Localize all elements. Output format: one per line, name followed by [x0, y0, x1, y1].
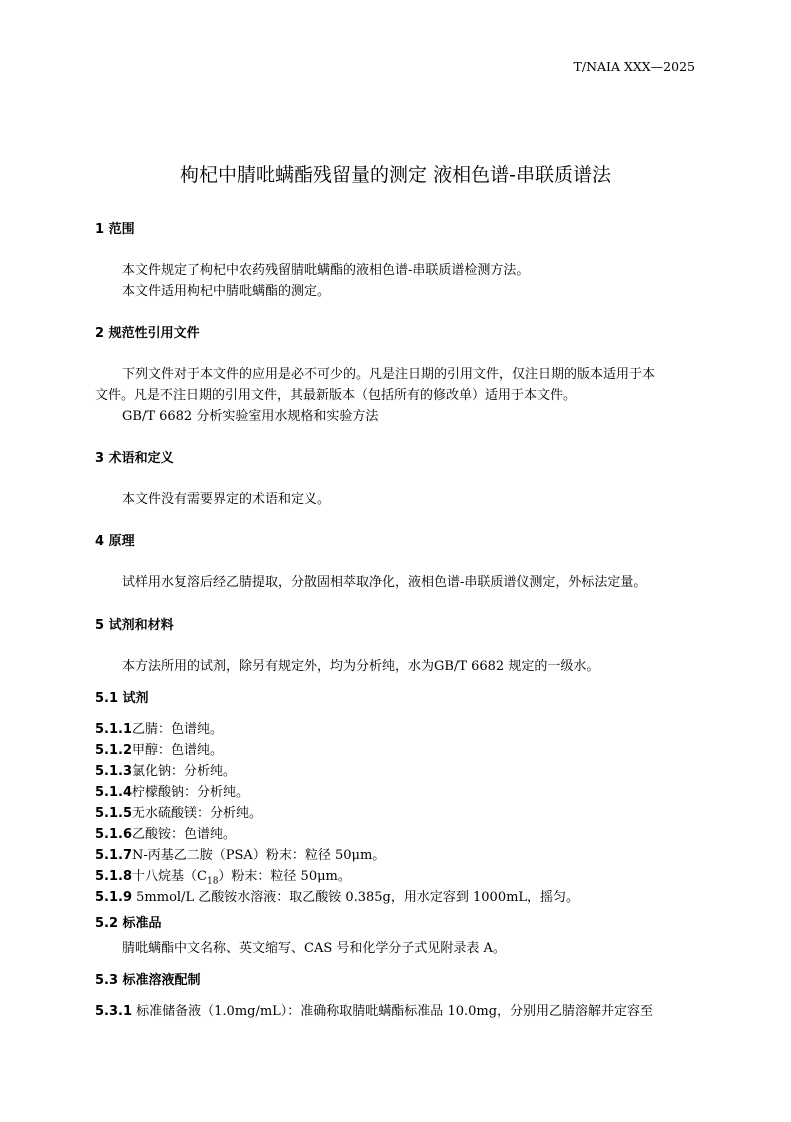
- reagent-text: N-丙基乙二胺（PSA）粉末：粒径 50μm。: [132, 848, 386, 863]
- reagent-number: 5.1.2: [95, 743, 133, 758]
- reagent-text: 乙酸铵：色谱纯。: [132, 827, 237, 842]
- reagent-item: [95, 802, 262, 821]
- section-5-3-heading: 5.3 标准溶液配制: [95, 973, 201, 988]
- reagent-item: [95, 865, 351, 887]
- reagent-item: [95, 718, 223, 737]
- section-2-paragraph-1-line-1: 下列文件对于本文件的应用是必不可少的。凡是注日期的引用文件，仅注日期的版本适用于本: [122, 367, 656, 382]
- reagent-number: 5.1.8: [95, 869, 133, 884]
- document-code: T/NAIA XXX—2025: [573, 59, 695, 74]
- reagent-number: 5.1.1: [95, 722, 133, 737]
- section-5-2-heading: 5.2 标准品: [95, 916, 162, 931]
- section-1-paragraph-2: 本文件适用枸杞中腈吡螨酯的测定。: [122, 284, 331, 299]
- section-4-paragraph-1: 试样用水复溶后经乙腈提取，分散固相萃取净化，液相色谱-串联质谱仪测定，外标法定量。: [122, 575, 647, 590]
- reagent-text: 柠檬酸钠：分析纯。: [132, 785, 250, 800]
- reagent-text-post: ）粉末：粒径 50μm。: [218, 869, 351, 884]
- section-4-heading: 4 原理: [95, 534, 135, 549]
- reagent-text-pre: 十八烷基（C: [132, 869, 207, 884]
- section-1-paragraph-1: 本文件规定了枸杞中农药残留腈吡螨酯的液相色谱-串联质谱检测方法。: [122, 263, 530, 278]
- reagent-number: 5.1.5: [95, 806, 133, 821]
- section-3-heading: 3 术语和定义: [95, 451, 174, 466]
- reagent-number: 5.1.7: [95, 848, 133, 863]
- reagent-item: [95, 886, 579, 905]
- section-2-paragraph-2: GB/T 6682 分析实验室用水规格和实验方法: [122, 409, 379, 424]
- section-5-heading: 5 试剂和材料: [95, 618, 174, 633]
- solution-item: [95, 1000, 653, 1019]
- reagent-item: [95, 844, 385, 863]
- section-5-paragraph-1: 本方法所用的试剂，除另有规定外，均为分析纯，水为GB/T 6682 规定的一级水。: [122, 659, 600, 674]
- section-1-heading: 1 范围: [95, 222, 135, 237]
- reagent-number: 5.1.6: [95, 827, 133, 842]
- reagent-text: 甲醇：色谱纯。: [132, 743, 224, 758]
- section-3-paragraph-1: 本文件没有需要界定的术语和定义。: [122, 492, 331, 507]
- section-5-2-paragraph-1: 腈吡螨酯中文名称、英文缩写、CAS 号和化学分子式见附录表 A。: [122, 941, 506, 956]
- reagent-number: 5.1.4: [95, 785, 133, 800]
- reagent-item: [95, 739, 223, 758]
- reagent-text: 氯化钠：分析纯。: [132, 764, 237, 779]
- reagent-text: 无水硫酸镁：分析纯。: [132, 806, 263, 821]
- reagent-item: [95, 760, 236, 779]
- reagent-item: [95, 781, 249, 800]
- reagent-text: 乙腈：色谱纯。: [132, 722, 224, 737]
- reagent-number: 5.1.9: [95, 890, 133, 905]
- reagent-number: 5.1.3: [95, 764, 133, 779]
- solution-text: 标准储备液（1.0mg/mL）：准确称取腈吡螨酯标准品 10.0mg，分别用乙腈溶解并定容至: [132, 1004, 654, 1019]
- reagent-item: [95, 823, 236, 842]
- section-2-paragraph-1-line-2: 文件。凡是不注日期的引用文件，其最新版本（包括所有的修改单）适用于本文件。: [95, 388, 577, 403]
- reagent-text: 5mmol/L 乙酸铵水溶液：取乙酸铵 0.385g，用水定容到 1000mL，摇匀。: [132, 890, 580, 905]
- section-2-heading: 2 规范性引用文件: [95, 326, 200, 341]
- section-5-1-heading: 5.1 试剂: [95, 691, 149, 706]
- solution-number: 5.3.1: [95, 1004, 133, 1019]
- document-title: 枸杞中腈吡螨酯残留量的测定 液相色谱-串联质谱法: [180, 164, 611, 186]
- reagent-text-subscript: 18: [206, 876, 219, 887]
